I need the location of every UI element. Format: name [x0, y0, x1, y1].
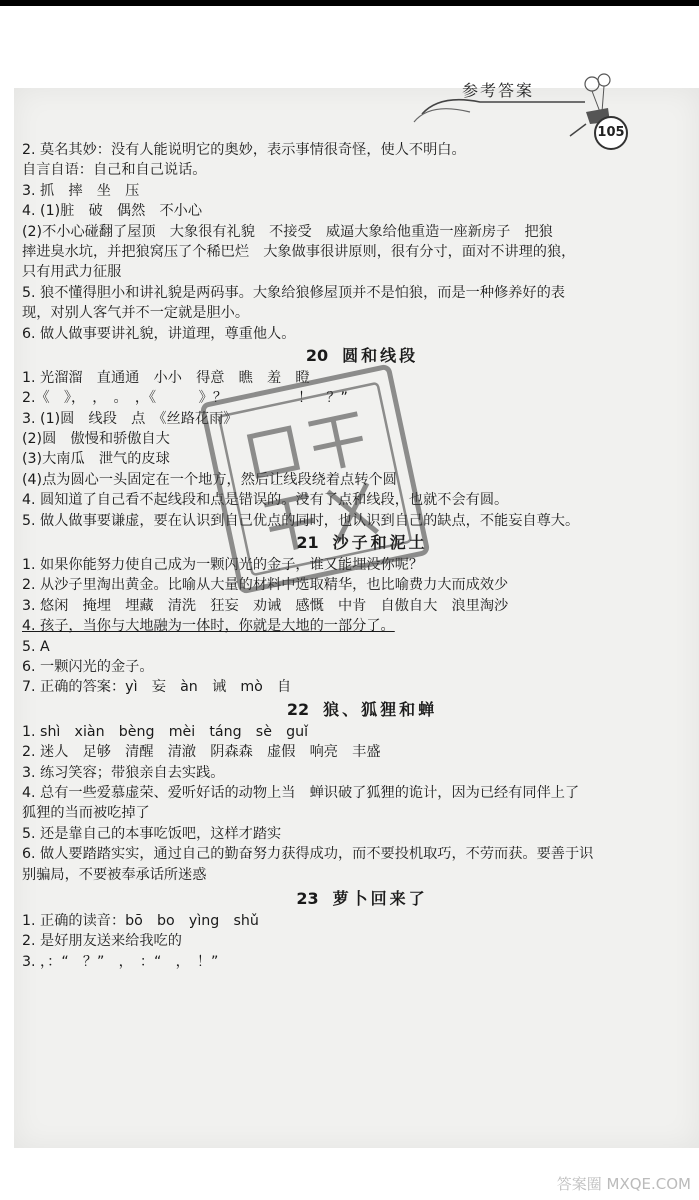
answer-line: 6. 做人要踏踏实实，通过自己的勤奋努力获得成功，而不要投机取巧，不劳而获。要善于识 — [22, 846, 594, 863]
answer-line: 2.《 》， ， 。 ，《 》？ ！ ？” — [22, 390, 348, 407]
answer-line: 1. 光溜溜 直通通 小小 得意 瞧 羞 瞪 — [22, 369, 310, 386]
answer-line: 1. 正确的读音：bō bo yìng shǔ — [22, 912, 259, 929]
answer-line: (2)圆 傲慢和骄傲自大 — [22, 431, 170, 448]
answer-line: 3. 悠闲 掩埋 埋藏 清洗 狂妄 劝诫 感慨 中肯 自傲自大 浪里淘沙 — [22, 597, 509, 614]
section-title-22 — [22, 698, 662, 722]
answer-line: 别骗局，不要被奉承话所迷惑 — [22, 866, 207, 883]
section-name: 沙子和泥土 — [332, 533, 428, 553]
answer-line: 2. 迷人 足够 清醒 清澈 阴森森 虚假 响亮 丰盛 — [22, 744, 381, 761]
section-title-23 — [22, 887, 662, 911]
section-number: 22 — [286, 699, 310, 719]
answer-line: 3. 抓 摔 坐 压 — [22, 182, 140, 199]
answer-line: 4. 圆知道了自己看不起线段和点是错误的。没有了点和线段，也就不会有圆。 — [22, 492, 509, 509]
answer-line: (2)不小心碰翻了屋顶 大象很有礼貌 不接受 威逼大象给他重造一座新房子 把狼 — [22, 223, 553, 240]
answer-line: 6. 一颗闪光的金子。 — [22, 658, 154, 675]
section-number: 20 — [305, 345, 329, 365]
section-name: 狼、狐狸和蝉 — [323, 699, 438, 719]
site-watermark: 答案圈 MXQE.COM — [556, 1175, 691, 1193]
answer-line: 5. 还是靠自己的本事吃饭吧，这样才踏实 — [22, 825, 282, 842]
answer-line: 4. (1)脏 破 偶然 不小心 — [22, 203, 203, 220]
answer-line: 7. 正确的答案：yì 妄 àn 诫 mò 自 — [22, 679, 292, 696]
answer-line: (4)点为圆心一头固定在一个地方，然后让线段绕着点转个圆 — [22, 471, 397, 488]
page-number-badge: 105 — [594, 116, 628, 150]
answer-line: 3. ，：“ ？” ， ：“ ， ！” — [22, 953, 219, 970]
section-title-21 — [22, 531, 662, 555]
answer-header — [410, 72, 650, 147]
section-name: 圆和线段 — [342, 345, 419, 365]
answer-content — [22, 140, 662, 972]
answer-line: 5. 狼不懂得胆小和讲礼貌是两码事。大象给狼修屋顶并不是怕狼，而是一种修养好的表 — [22, 284, 565, 301]
answer-line: 6. 做人做事要讲礼貌，讲道理，尊重他人。 — [22, 325, 296, 342]
answer-line: 4. 孩子，当你与大地融为一体时，你就是大地的一部分了。 — [22, 618, 395, 635]
answer-line: 只有用武力征服 — [22, 264, 122, 281]
answer-line: 5. 做人做事要谦虚，要在认识到自己优点的同时，也认识到自己的缺点，不能妄自尊大。 — [22, 512, 580, 529]
answer-line: 现，对别人客气并不一定就是胆小。 — [22, 305, 250, 322]
answer-line: 2. 莫名其妙：没有人能说明它的奥妙，表示事情很奇怪，使人不明白。 — [22, 142, 466, 158]
answer-line: 4. 总有一些爱慕虚荣、爱听好话的动物上当 蝉识破了狐狸的诡计，因为已经有同伴上了 — [22, 784, 580, 801]
answer-line: 1. shì xiàn bèng mèi táng sè guǐ — [22, 723, 309, 740]
answer-line: 摔进臭水坑，并把狼窝压了个稀巴烂 大象做事很讲原则，很有分寸，面对不讲理的狼， — [22, 243, 576, 260]
answer-line: 2. 从沙子里淘出黄金。比喻从大量的材料中选取精华，也比喻费力大而成效少 — [22, 577, 509, 594]
section-title-20 — [22, 344, 662, 368]
section-number: 23 — [296, 888, 319, 908]
answer-line: 5. A — [22, 638, 50, 655]
section-number: 21 — [296, 533, 319, 553]
answer-line: (3)大南瓜 泄气的皮球 — [22, 451, 170, 468]
answer-line: 狐狸的当而被吃掉了 — [22, 805, 150, 822]
answer-line: 3. 练习笑容；带狼亲自去实践。 — [22, 764, 225, 781]
header-label: 参考答案 — [462, 81, 535, 100]
answer-line: 3. (1)圆 线段 点 《丝路花雨》 — [22, 410, 238, 427]
section-name: 萝卜回来了 — [332, 888, 428, 908]
answer-line: 2. 是好朋友送来给我吃的 — [22, 933, 182, 950]
answer-line: 1. 如果你能努力使自己成为一颗闪光的金子，谁又能埋没你呢？ — [22, 557, 424, 574]
answer-line: 自言自语：自己和自己说话。 — [22, 162, 207, 179]
status-bar — [0, 0, 699, 6]
